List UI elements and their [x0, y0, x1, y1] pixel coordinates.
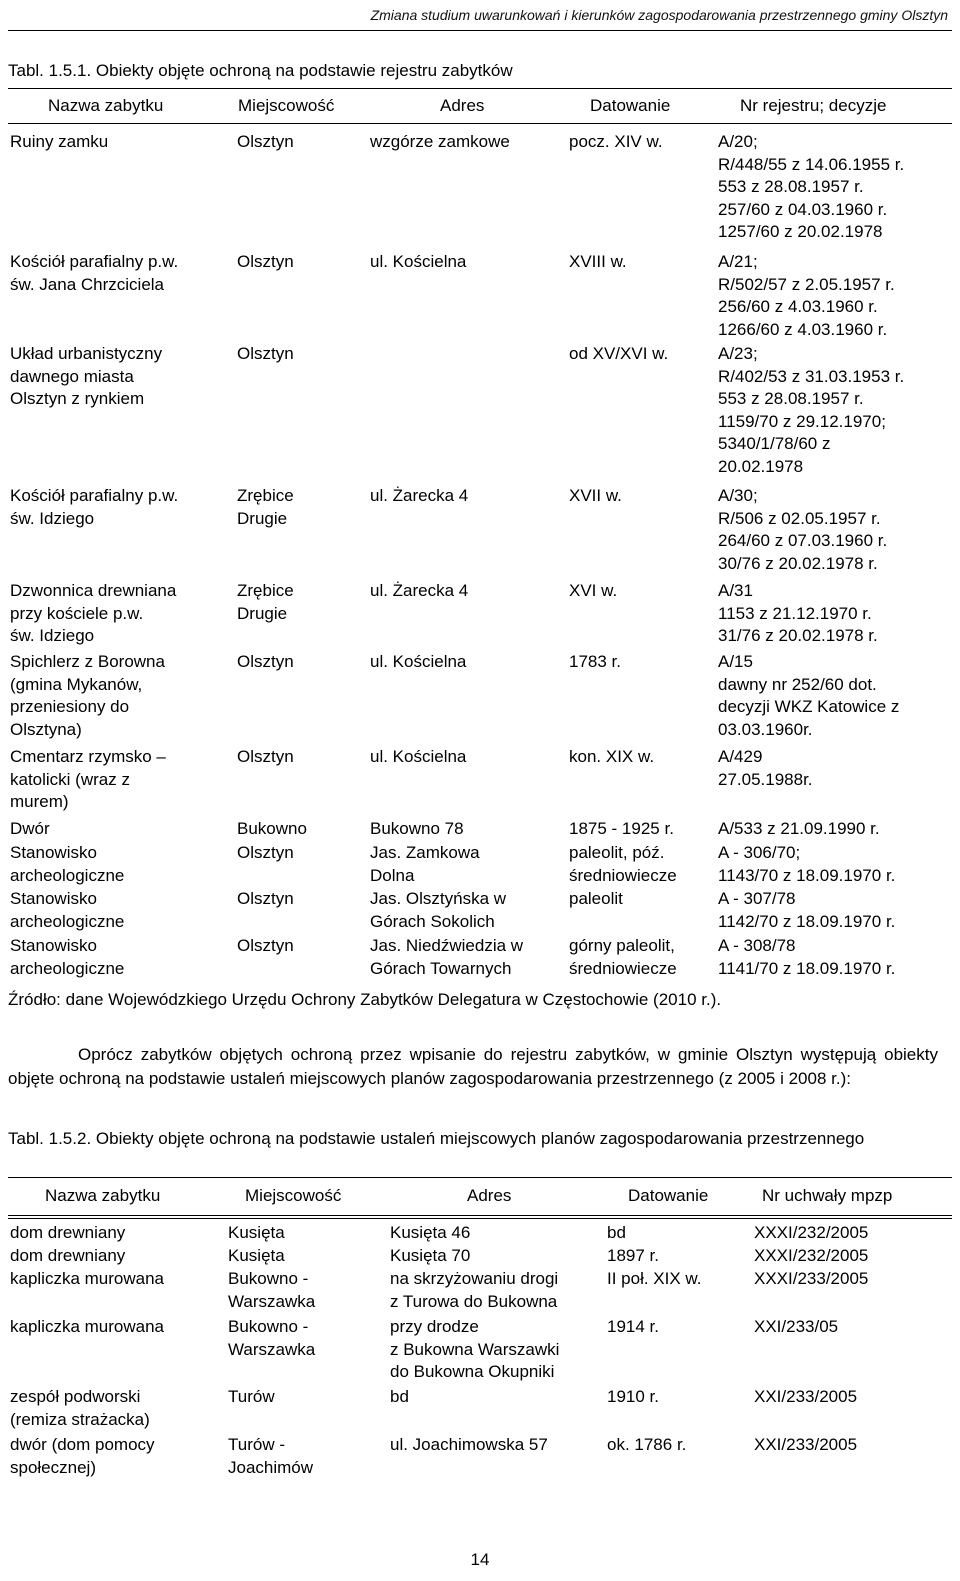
table2-cell-dating: 1914 r. [607, 1317, 659, 1336]
page-number: 14 [470, 1550, 490, 1569]
table2-cell-locality: Bukowno - Warszawka [228, 1269, 316, 1311]
table2-cell-name: kapliczka murowana [10, 1317, 165, 1336]
table2-cell-dating: II poł. XIX w. [607, 1269, 702, 1288]
table1-cell-dating: paleolit, póź. średniowiecze [569, 843, 677, 885]
table1-cell-name: Stanowisko archeologiczne [10, 843, 125, 885]
table2-cell-dating: 1910 r. [607, 1387, 659, 1406]
source-note: Źródło: dane Wojewódzkiego Urzędu Ochrony Zabytków Delegatura w Częstochowie (2010 r.). [8, 990, 722, 1009]
table1-cell-dating: pocz. XIV w. [569, 132, 663, 151]
table1-cell-locality: Bukowno [237, 819, 307, 838]
table1-cell-address: ul. Kościelna [370, 747, 467, 766]
table2-cell-dating: ok. 1786 r. [607, 1435, 687, 1454]
table2-cell-dating: 1897 r. [607, 1246, 659, 1265]
table2-cell-resolution: XXI/233/05 [754, 1317, 839, 1336]
table2-header-resolution: Nr uchwały mpzp [762, 1186, 893, 1205]
table1-cell-address: ul. Żarecka 4 [370, 486, 469, 505]
table1-cell-register: A/20; R/448/55 z 14.06.1955 r. 553 z 28.08.1957 r. 257/60 z 04.03.1960 r. 1257/60 z 20.02.1978 [718, 132, 905, 241]
table1-cell-register: A/23; R/402/53 z 31.03.1953 r. 553 z 28.08.1957 r. 1159/70 z 29.12.1970; 5340/1/78/60 z 20.02.1978 [718, 344, 905, 476]
table2-cell-dating: bd [607, 1223, 626, 1242]
running-header: Zmiana studium uwarunkowań i kierunków zagospodarowania przestrzennego gminy Olsztyn [370, 7, 948, 23]
table2-cell-resolution: XXI/233/2005 [754, 1435, 858, 1454]
table2-caption: Tabl. 1.5.2. Obiekty objęte ochroną na podstawie ustaleń miejscowych planów zagospodarowania przestrzennego [8, 1129, 865, 1148]
table1-cell-name: Układ urbanistyczny dawnego miasta Olsztyn z rynkiem [10, 344, 163, 408]
table1-caption: Tabl. 1.5.1. Obiekty objęte ochroną na podstawie rejestru zabytków [8, 61, 513, 80]
table2-top-rule [8, 1177, 952, 1178]
table2-cell-locality: Turów - Joachimów [228, 1435, 314, 1477]
table2-cell-name: dom drewniany [10, 1246, 126, 1265]
table1-cell-register: A/533 z 21.09.1990 r. [718, 819, 880, 838]
table1-cell-locality: Olsztyn [237, 652, 294, 671]
table2-cell-locality: Kusięta [228, 1223, 285, 1242]
table2-cell-name: dwór (dom pomocy społecznej) [10, 1435, 155, 1477]
table2-cell-resolution: XXI/233/2005 [754, 1387, 858, 1406]
table1-cell-locality: Olsztyn [237, 843, 294, 862]
table1-cell-name: Ruiny zamku [10, 132, 109, 151]
table1-top-rule [8, 88, 952, 89]
table1-cell-register: A - 307/78 1142/70 z 18.09.1970 r. [718, 889, 896, 931]
table2-cell-name: dom drewniany [10, 1223, 126, 1242]
table1-cell-locality: Zrębice Drugie [237, 486, 294, 528]
table1-cell-address: Jas. Olsztyńska w Górach Sokolich [370, 889, 507, 931]
body-paragraph [8, 1043, 938, 1090]
table1-cell-address: wzgórze zamkowe [370, 132, 510, 151]
table1-cell-register: A/31 1153 z 21.12.1970 r. 31/76 z 20.02.1978 r. [718, 581, 878, 645]
table1-header-register: Nr rejestru; decyzje [740, 96, 887, 115]
table1-cell-dating: od XV/XVI w. [569, 344, 669, 363]
table2-cell-address: Kusięta 70 [390, 1246, 471, 1265]
table1-cell-locality: Olsztyn [237, 252, 294, 271]
header-rule [8, 30, 952, 31]
table1-cell-address: Bukowno 78 [370, 819, 464, 838]
table1-cell-dating: górny paleolit, średniowiecze [569, 936, 677, 978]
table2-cell-resolution: XXXI/232/2005 [754, 1246, 869, 1265]
table1-cell-dating: 1875 - 1925 r. [569, 819, 674, 838]
table1-cell-dating: paleolit [569, 889, 623, 908]
table1-header-rule [8, 123, 952, 124]
table1-header-locality: Miejscowość [238, 96, 335, 115]
table1-cell-register: A - 306/70; 1143/70 z 18.09.1970 r. [718, 843, 896, 885]
table1-header-address: Adres [440, 96, 485, 115]
table1-cell-locality: Olsztyn [237, 132, 294, 151]
table1-cell-name: Cmentarz rzymsko – katolicki (wraz z murem) [10, 747, 166, 811]
table2-cell-resolution: XXXI/233/2005 [754, 1269, 869, 1288]
table1-header-name: Nazwa zabytku [48, 96, 164, 115]
table2-header-rule-double [8, 1218, 952, 1219]
table1-cell-address: ul. Kościelna [370, 252, 467, 271]
table1-cell-dating: kon. XIX w. [569, 747, 655, 766]
table2-cell-resolution: XXXI/232/2005 [754, 1223, 869, 1242]
table1-cell-register: A/30; R/506 z 02.05.1957 r. 264/60 z 07.03.1960 r. 30/76 z 20.02.1978 r. [718, 486, 888, 573]
table1-cell-address: ul. Kościelna [370, 652, 467, 671]
table1-cell-register: A/21; R/502/57 z 2.05.1957 r. 256/60 z 4.03.1960 r. 1266/60 z 4.03.1960 r. [718, 252, 895, 339]
table1-cell-name: Dwór [10, 819, 50, 838]
table2-cell-name: kapliczka murowana [10, 1269, 165, 1288]
table2-cell-locality: Kusięta [228, 1246, 285, 1265]
table1-cell-locality: Olsztyn [237, 936, 294, 955]
table1-cell-register: A/429 27.05.1988r. [718, 747, 813, 789]
table1-cell-locality: Zrębice Drugie [237, 581, 294, 623]
table2-header-locality: Miejscowość [245, 1186, 342, 1205]
table2-header-rule [8, 1215, 952, 1216]
table2-header-name: Nazwa zabytku [45, 1186, 161, 1205]
table2-cell-address: przy drodze z Bukowna Warszawki do Bukowna Okupniki [390, 1317, 560, 1381]
table1-cell-register: A/15 dawny nr 252/60 dot. decyzji WKZ Katowice z 03.03.1960r. [718, 652, 900, 739]
table1-cell-address: ul. Żarecka 4 [370, 581, 469, 600]
table1-cell-locality: Olsztyn [237, 344, 294, 363]
table1-cell-name: Stanowisko archeologiczne [10, 936, 125, 978]
table1-cell-name: Dzwonnica drewniana przy kościele p.w. św. Idziego [10, 581, 177, 645]
table1-cell-dating: XVI w. [569, 581, 618, 600]
table1-cell-name: Spichlerz z Borowna (gmina Mykanów, przeniesiony do Olsztyna) [10, 652, 165, 739]
table1-cell-locality: Olsztyn [237, 889, 294, 908]
table1-cell-address: Jas. Niedźwiedzia w Górach Towarnych [370, 936, 524, 978]
table1-cell-dating: XVIII w. [569, 252, 627, 271]
table2-cell-address: Kusięta 46 [390, 1223, 471, 1242]
table1-cell-dating: XVII w. [569, 486, 622, 505]
table1-cell-register: A - 308/78 1141/70 z 18.09.1970 r. [718, 936, 896, 978]
table2-cell-address: bd [390, 1387, 409, 1406]
table2-header-address: Adres [467, 1186, 512, 1205]
table2-cell-address: na skrzyżowaniu drogi z Turowa do Bukowna [390, 1269, 559, 1311]
table1-cell-name: Kościół parafialny p.w. św. Jana Chrzciciela [10, 252, 179, 294]
table1-header-dating: Datowanie [590, 96, 671, 115]
table2-cell-address: ul. Joachimowska 57 [390, 1435, 548, 1454]
table2-cell-locality: Turów [228, 1387, 275, 1406]
table2-header-dating: Datowanie [628, 1186, 709, 1205]
table1-cell-locality: Olsztyn [237, 747, 294, 766]
table1-cell-name: Stanowisko archeologiczne [10, 889, 125, 931]
table2-cell-name: zespół podworski (remiza strażacka) [10, 1387, 150, 1429]
paragraph-text: Oprócz zabytków objętych ochroną przez wpisanie do rejestru zabytków, w gminie Olsztyn występują obiekty objęte ochroną na podstawie ustaleń miejscowych planów zagospodarowania przestrzennego (z 2005 i 2008 r.): [8, 1045, 938, 1088]
table1-cell-address: Jas. Zamkowa Dolna [370, 843, 480, 885]
table2-cell-locality: Bukowno - Warszawka [228, 1317, 316, 1359]
table1-cell-dating: 1783 r. [569, 652, 621, 671]
table1-cell-name: Kościół parafialny p.w. św. Idziego [10, 486, 179, 528]
